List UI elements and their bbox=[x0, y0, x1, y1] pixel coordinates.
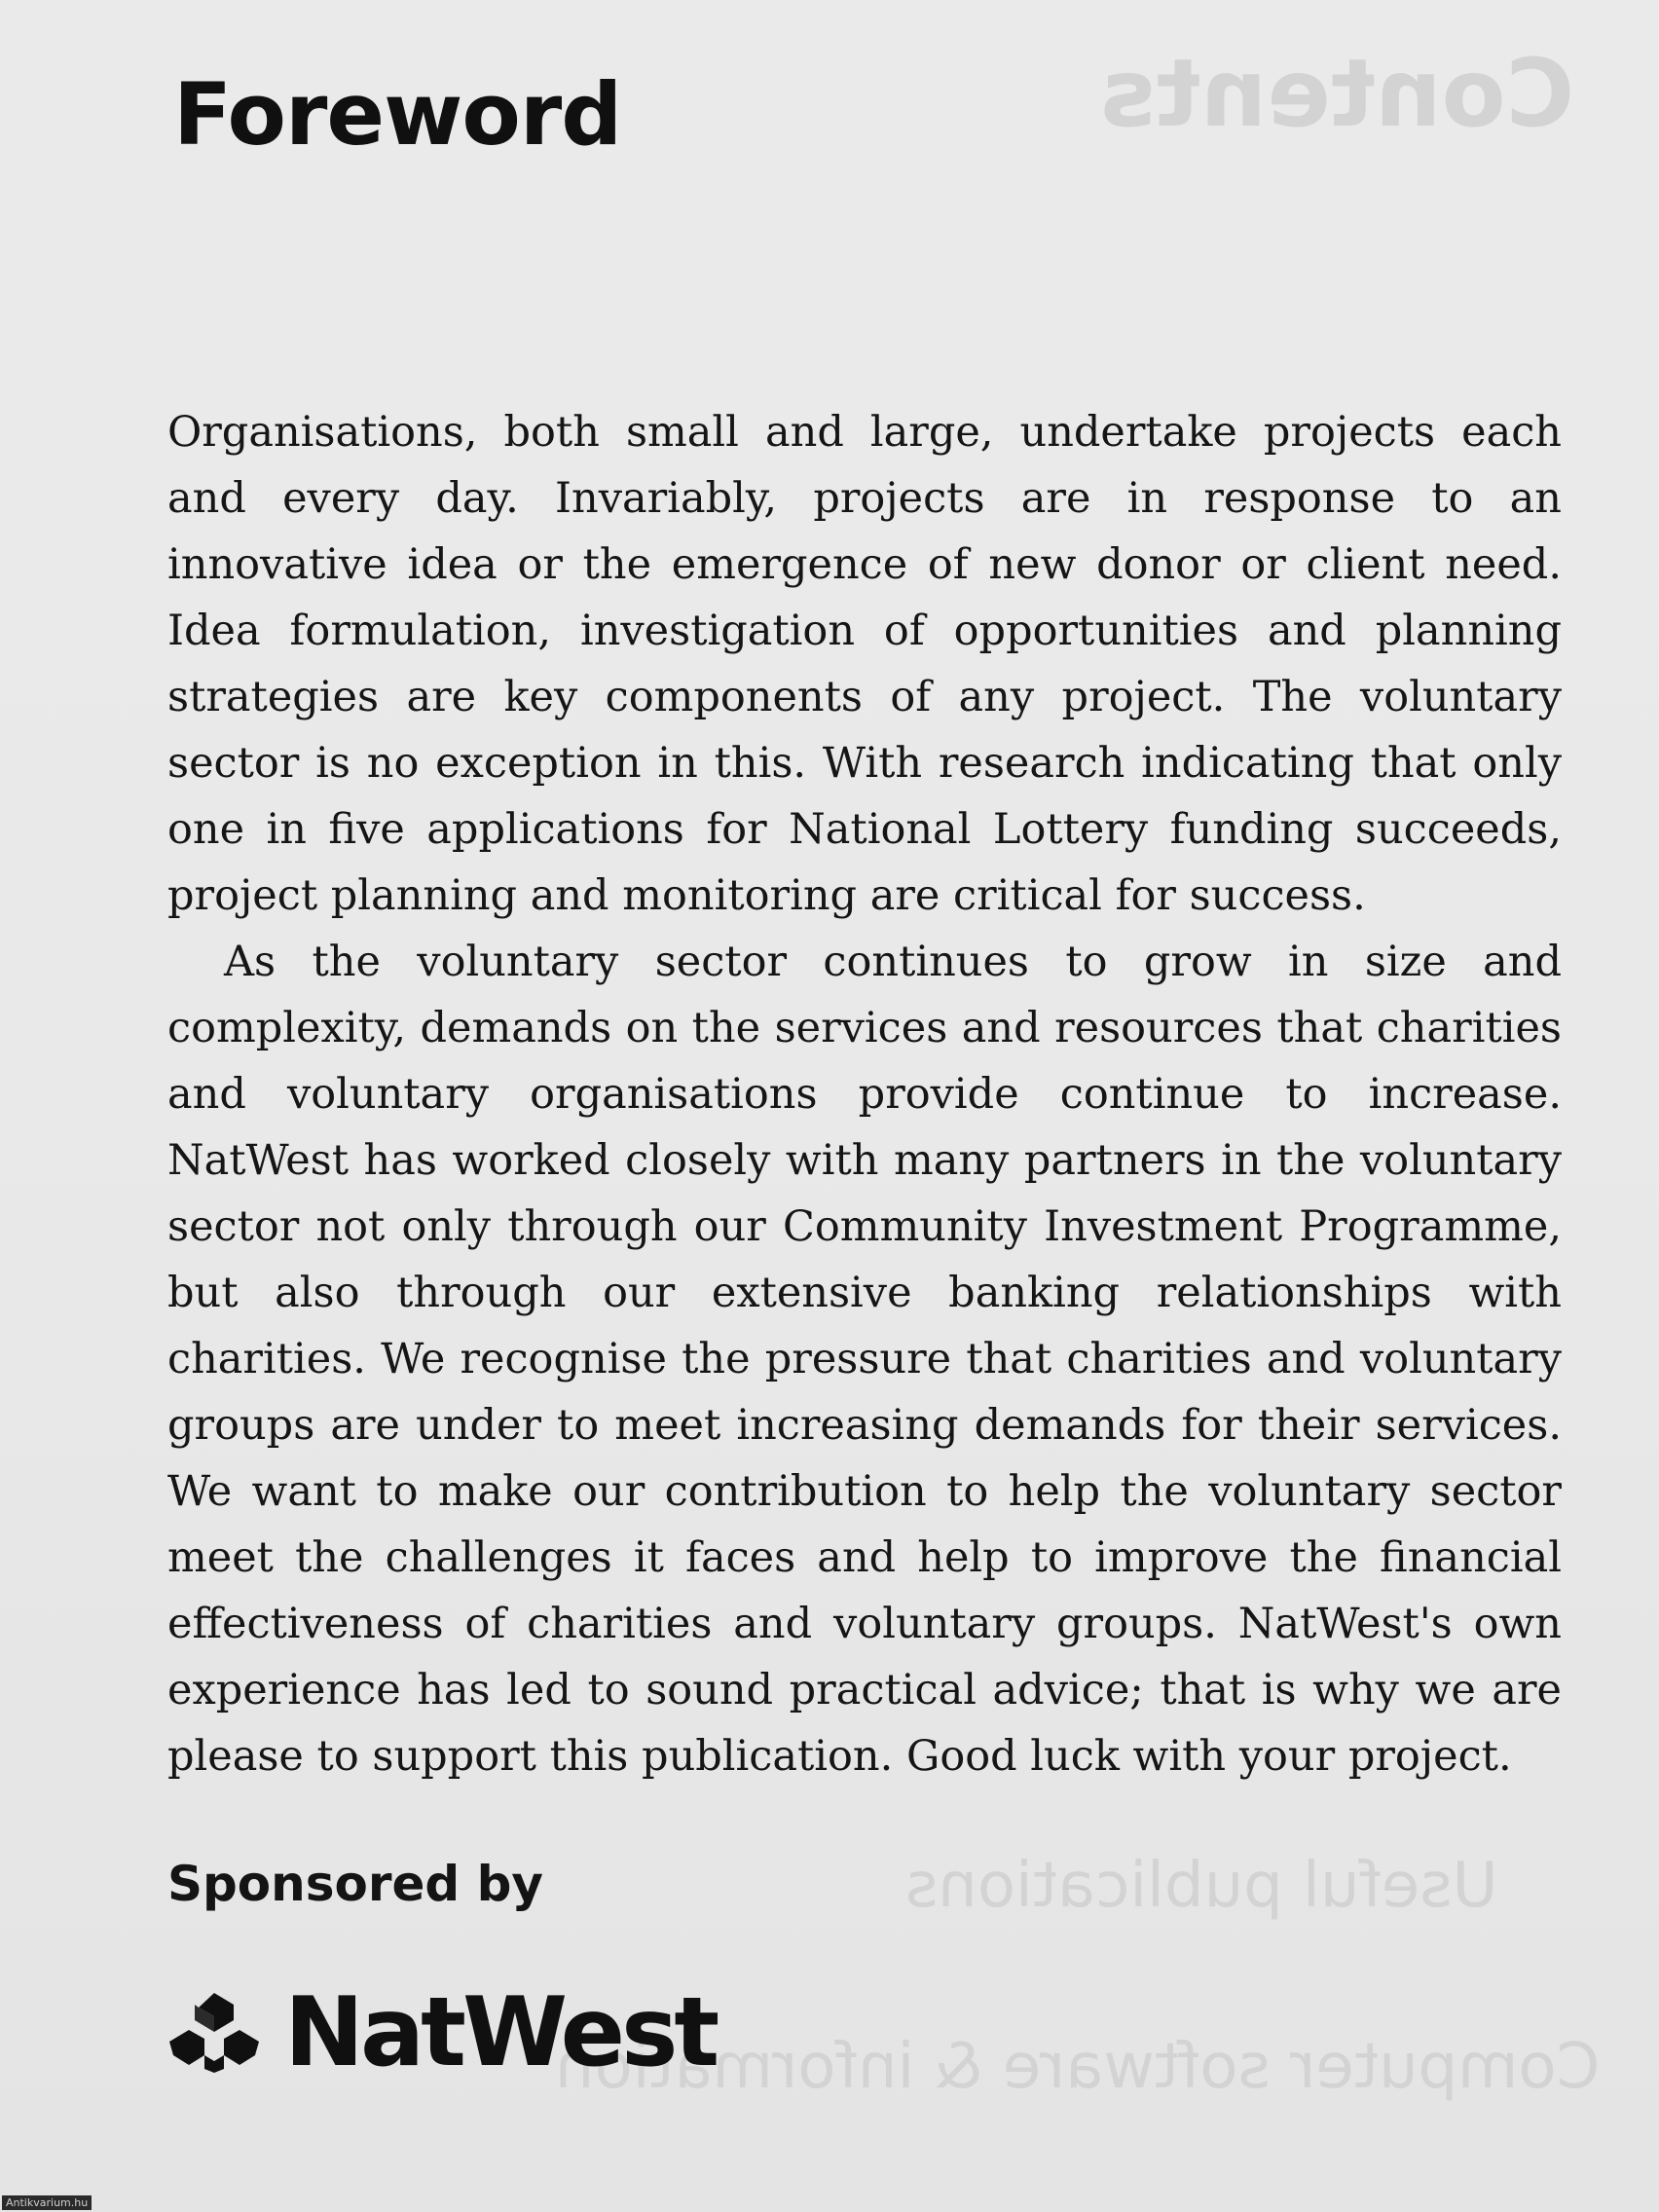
paragraph: As the voluntary sector continues to grow in size and complexity, demands on the services and resources that charities and voluntary organisations provide continue to increase. NatWest has worked closely with many partners in the voluntary sector not only through our Community Investment Programme, but also through our extensive banking relationships with charities. We recognise the pressure that charities and voluntary groups are under to meet increasing demands for their services. We want to make our contribution to help the voluntary sector meet the challenges it faces and help to improve the financial effectiveness of charities and voluntary groups. NatWest's own experience has led to sound practical advice; that is why we are please to support this publication. Good luck with your project. bbox=[167, 938, 1562, 1781]
natwest-logo bbox=[166, 1977, 717, 2088]
natwest-wordmark: NatWest bbox=[284, 1977, 717, 2088]
bleed-entry: Computer software & information bbox=[555, 2031, 1601, 2103]
watermark: Antikvarium.hu bbox=[2, 2195, 92, 2210]
foreword-body bbox=[167, 399, 1562, 1789]
paragraph: Organisations, both small and large, undertake projects each and every day. Invariably, projects are in response to an innovative idea or the emergence of new donor or client need. Idea formulation, investigation of opportunities and planning strategies are key components of any project. The voluntary sector is no exception in this. With research indicating that only one in five applications for National Lottery funding succeeds, project planning and monitoring are critical for success. bbox=[167, 408, 1562, 920]
page-title: Foreword bbox=[173, 64, 622, 165]
bleed-title: Contents bbox=[1100, 39, 1575, 148]
natwest-cubes-icon bbox=[166, 1991, 263, 2075]
sponsored-by-label: Sponsored by bbox=[167, 1856, 544, 1912]
bleed-entry: Useful publications bbox=[905, 1850, 1498, 1922]
